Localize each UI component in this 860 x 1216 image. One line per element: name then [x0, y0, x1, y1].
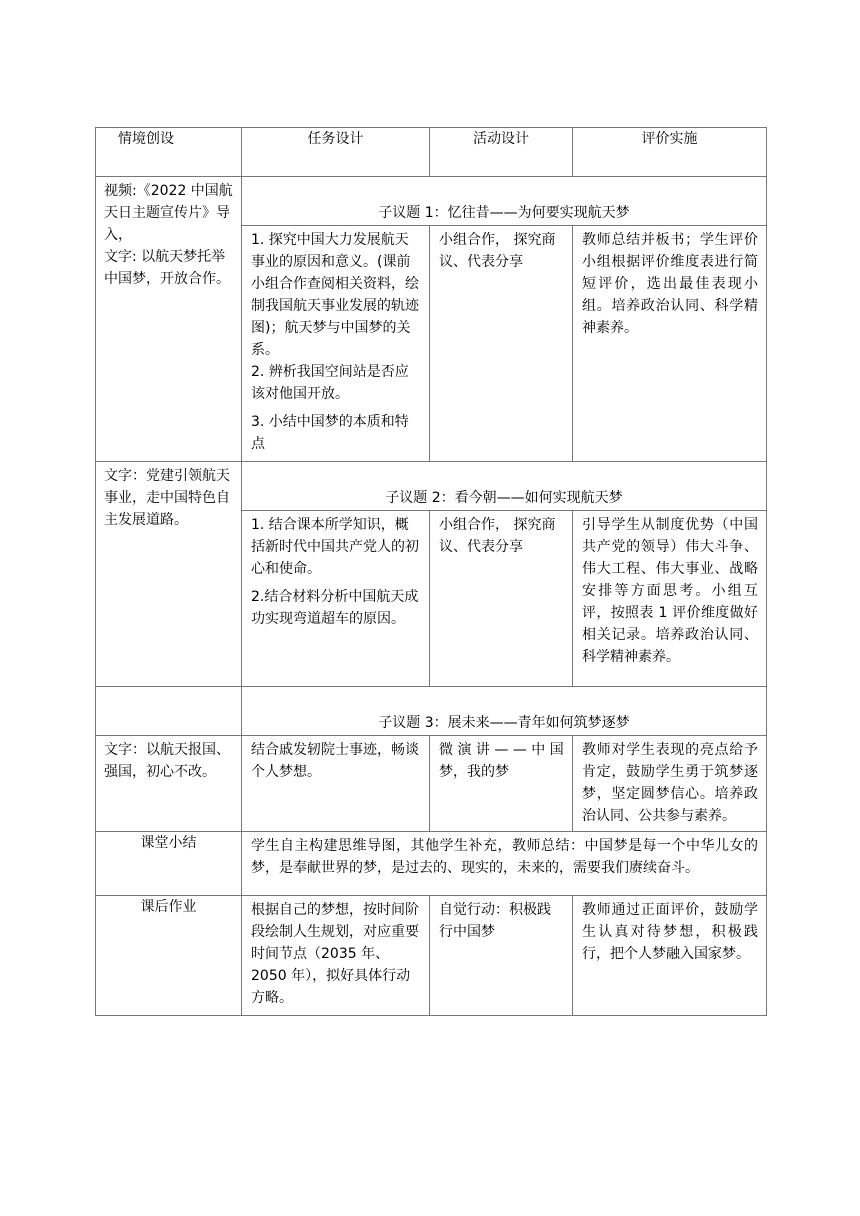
summary-text-cell: 学生自主构建思维导图，其他学生补充，教师总结：中国梦是每一个中华儿女的梦，是奉献世界的梦，是过去的、现实的，未来的，需要我们赓续奋斗。: [242, 832, 767, 896]
header-cell-context: 情境创设: [96, 128, 242, 177]
section1-context-cell: [96, 177, 242, 462]
section2-context-cell: 文字：党建引领航天事业，走中国特色自主发展道路。: [96, 462, 242, 687]
summary-label: 课堂小结: [96, 832, 242, 896]
homework-row: [96, 896, 767, 1016]
section1-activity-cell: 小组合作， 探究商议、代表分享: [430, 226, 573, 462]
section3-context-cell: 文字：以航天报国、强国，初心不改。: [96, 736, 242, 832]
section3-evaluation-cell: 教师对学生表现的亮点给予肯定，鼓励学生勇于筑梦逐梦，坚定圆梦信心。培养政治认同、公共参与素养。: [573, 736, 767, 832]
lesson-plan-table: [95, 127, 767, 1016]
homework-task-cell: 根据自己的梦想，按时间阶段绘制人生规划，对应重要时间节点（2035 年、2050 年），拟好具体行动方略。: [242, 896, 430, 1016]
section1-evaluation-cell: 教师总结并板书；学生评价小组根据评价维度表进行简短评价，选出最佳表现小组。培养政治认同、科学精神素养。: [573, 226, 767, 462]
section3-empty-cell: [96, 687, 242, 736]
section2-task-cell: [242, 511, 430, 687]
section3-activity-cell: 微 演 讲 — — 中 国 梦，我的梦: [430, 736, 573, 832]
section2-task-item: 2.结合材料分析中国航天成功实现弯道超车的原因。: [251, 589, 419, 627]
section1-task-item: 3. 小结中国梦的本质和特点: [251, 414, 409, 452]
section3-title-row: [96, 687, 767, 736]
section3-content-row: [96, 736, 767, 832]
section2-task-item: 1. 结合课本所学知识，概括新时代中国共产党人的初心和使命。: [251, 517, 419, 577]
section2-title-row: [96, 462, 767, 511]
section1-task-cell: [242, 226, 430, 462]
section1-title-row: [96, 177, 767, 226]
section1-task-item: 1. 探究中国大力发展航天事业的原因和意义。(课前小组合作查阅相关资料，绘制我国航天事业发展的轨迹图)；航天梦与中国梦的关系。: [251, 232, 419, 358]
header-row: [96, 128, 767, 177]
homework-evaluation-cell: 教师通过正面评价，鼓励学生认真对待梦想，积极践行，把个人梦融入国家梦。: [573, 896, 767, 1016]
section1-task-item: 2. 辨析我国空间站是否应该对他国开放。: [251, 364, 409, 402]
section1-context-line: 文字: 以航天梦托举中国梦，开放合作。: [104, 249, 230, 287]
section1-title: 子议题 1：忆往昔——为何要实现航天梦: [242, 177, 767, 226]
homework-activity-cell: 自觉行动：积极践行中国梦: [430, 896, 573, 1016]
section2-title: 子议题 2：看今朝——如何实现航天梦: [242, 462, 767, 511]
homework-label: 课后作业: [96, 896, 242, 1016]
section2-activity-cell: 小组合作， 探究商议、代表分享: [430, 511, 573, 687]
header-cell-activity: 活动设计: [430, 128, 573, 177]
section2-evaluation-cell: 引导学生从制度优势（中国共产党的领导）伟大斗争、伟大工程、伟大事业、战略安排等方面思考。小组互评，按照表 1 评价维度做好相关记录。培养政治认同、科学精神素养。: [573, 511, 767, 687]
section3-title: 子议题 3：展未来——青年如何筑梦逐梦: [242, 687, 767, 736]
summary-row: [96, 832, 767, 896]
section3-task-cell: 结合戚发轫院士事迹，畅谈个人梦想。: [242, 736, 430, 832]
section1-context-line: 视频:《2022 中国航天日主题宣传片》导入，: [104, 183, 233, 243]
header-cell-task: 任务设计: [242, 128, 430, 177]
header-cell-evaluation: 评价实施: [573, 128, 767, 177]
